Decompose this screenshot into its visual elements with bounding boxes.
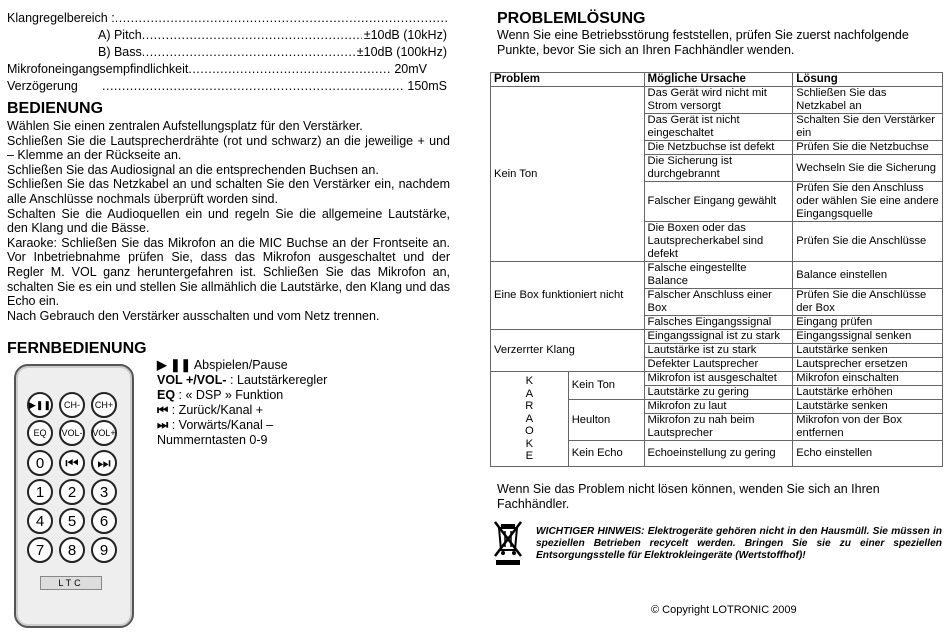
cause-cell: Lautstärke zu gering (644, 386, 793, 400)
solution-cell: Mikrofon einschalten (793, 372, 943, 386)
spec-value: 150mS (407, 79, 447, 93)
spec-row (7, 27, 447, 44)
previous-button: ⏮ (59, 450, 85, 476)
problem-cell: Kein Ton (491, 87, 645, 262)
solution-cell: Lautsprecher ersetzen (793, 358, 943, 372)
instruction-line: Schalten Sie die Audioquellen ein und regeln Sie die allgemeine Lautstärke, den Klang und die Bässe. (7, 206, 450, 236)
column-header: Problem (491, 73, 645, 87)
num-5-button: 5 (59, 508, 85, 534)
problem-cell: Heulton (568, 400, 644, 441)
cause-cell: Das Gerät wird nicht mit Strom versorgt (644, 87, 793, 114)
solution-cell: Mikrofon von der Box entfernen (793, 414, 943, 441)
problemloesung-heading: PROBLEMLÖSUNG (497, 10, 646, 27)
spec-label: Klangregelbereich : (7, 11, 115, 25)
spec-label: Verzögerung (7, 79, 78, 93)
legend-item: Nummerntasten 0-9 (157, 433, 268, 447)
solution-cell: Schließen Sie das Netzkabel an (793, 87, 943, 114)
bedienung-heading: BEDIENUNG (7, 100, 104, 117)
column-header: Lösung (793, 73, 943, 87)
cause-cell: Falsche eingestellte Balance (644, 262, 793, 289)
solution-cell: Lautstärke senken (793, 344, 943, 358)
spec-value: 20mV (394, 62, 427, 76)
troubleshooting-intro: Wenn Sie eine Betriebsstörung feststellen, prüfen Sie zuerst nachfolgende Punkte, bevor Sie sich an Ihren Fachhändler wenden. (497, 28, 909, 57)
remote-legend (157, 358, 357, 448)
cause-cell: Echoeinstellung zu gering (644, 441, 793, 467)
problem-cell: Kein Echo (568, 441, 644, 467)
num-9-button: 9 (91, 537, 117, 563)
table-row (491, 87, 943, 114)
solution-cell: Eingang prüfen (793, 316, 943, 330)
copyright-text: © Copyright LOTRONIC 2009 (651, 604, 797, 616)
instruction-line: Schließen Sie die Lautsprecherdrähte (rot und schwarz) an die jeweilige + und – Klemme an der Rückseite an. (7, 133, 450, 163)
cause-cell: Das Gerät ist nicht eingeschaltet (644, 114, 793, 141)
num-4-button: 4 (27, 508, 53, 534)
problem-cell: Kein Ton (568, 372, 644, 400)
troubleshooting-footnote: Wenn Sie das Problem nicht lösen können, wenden Sie sich an Ihren Fachhändler. (497, 482, 880, 511)
troubleshooting-table (490, 72, 943, 467)
spec-value: ±10dB (10kHz) (363, 28, 447, 42)
solution-cell: Schalten Sie den Verstärker ein (793, 114, 943, 141)
play-pause-button: ▶❚❚ (27, 392, 53, 418)
legend-item: EQ : « DSP » Funktion (157, 388, 284, 402)
cause-cell: Eingangssignal ist zu stark (644, 330, 793, 344)
num-1-button: 1 (27, 479, 53, 505)
remote-control-image (14, 364, 134, 628)
solution-cell: Echo einstellen (793, 441, 943, 467)
problem-cell: Verzerrter Klang (491, 330, 645, 372)
cause-cell: Mikrofon zu laut (644, 400, 793, 414)
solution-cell: Prüfen Sie den Anschluss oder wählen Sie eine andere Eingangsquelle (793, 182, 943, 222)
solution-cell: Lautstärke senken (793, 400, 943, 414)
spec-row (7, 10, 447, 27)
solution-cell: Lautstärke erhöhen (793, 386, 943, 400)
solution-cell: Eingangssignal senken (793, 330, 943, 344)
num-3-button: 3 (91, 479, 117, 505)
solution-cell: Prüfen Sie die Netzbuchse (793, 141, 943, 155)
table-row (491, 372, 943, 386)
num-6-button: 6 (91, 508, 117, 534)
cause-cell: Die Netzbuchse ist defekt (644, 141, 793, 155)
table-header-row (491, 73, 943, 87)
cause-cell: Defekter Lautsprecher (644, 358, 793, 372)
solution-cell: Wechseln Sie die Sicherung (793, 155, 943, 182)
instruction-line: Schließen Sie das Audiosignal an die entsprechenden Buchsen an. (7, 162, 379, 177)
ch-plus-button: CH+ (91, 392, 117, 418)
cause-cell: Falscher Eingang gewählt (644, 182, 793, 222)
instruction-line: Wählen Sie einen zentralen Aufstellungsplatz für den Verstärker. (7, 119, 363, 133)
legend-item: ▶ ❚❚ Abspielen/Pause (157, 358, 288, 372)
crossed-out-bin-icon (492, 518, 524, 566)
vol-plus-button: VOL+ (91, 420, 117, 446)
specifications (7, 10, 447, 95)
remote-logo: LTC (40, 576, 102, 590)
bedienung-text (7, 119, 450, 323)
instruction-line: Nach Gebrauch den Verstärker ausschalten und vom Netz trennen. (7, 308, 380, 323)
cause-cell: Die Boxen oder das Lautsprecherkabel sind defekt (644, 222, 793, 262)
fernbedienung-heading: FERNBEDIENUNG (7, 340, 147, 357)
problem-cell: Eine Box funktioniert nicht (491, 262, 645, 330)
spec-row (7, 78, 447, 95)
instruction-line: Schließen Sie das Netzkabel an und schalten Sie den Verstärker ein, nachdem alle Anschlüsse nochmals überprüft worden sind. (7, 177, 450, 206)
solution-cell: Balance einstellen (793, 262, 943, 289)
solution-cell: Prüfen Sie die Anschlüsse der Box (793, 289, 943, 316)
table-row (491, 330, 943, 344)
cause-cell: Lautstärke ist zu stark (644, 344, 793, 358)
table-row (491, 262, 943, 289)
cause-cell: Die Sicherung ist durchgebrannt (644, 155, 793, 182)
cause-cell: Mikrofon ist ausgeschaltet (644, 372, 793, 386)
cause-cell: Mikrofon zu nah beim Lautsprecher (644, 414, 793, 441)
next-button: ⏭ (91, 450, 117, 476)
spec-row (7, 61, 427, 78)
vol-minus-button: VOL- (59, 420, 85, 446)
eq-button: EQ (27, 420, 53, 446)
cause-cell: Falscher Anschluss einer Box (644, 289, 793, 316)
spec-row (7, 44, 447, 61)
legend-item: VOL +/VOL- : Lautstärkeregler (157, 373, 328, 387)
cause-cell: Falsches Eingangssignal (644, 316, 793, 330)
karaoke-label-cell: K A R A O K E (491, 372, 569, 467)
spec-label: B) Bass (98, 45, 142, 59)
num-0-button: 0 (27, 450, 53, 476)
instruction-line: Karaoke: Schließen Sie das Mikrofon an die MIC Buchse an der Frontseite an. Vor Inbetriebnahme prüfen Sie, dass das Mikrofon ausgeschaltet und der Regler M. VOL ganz heruntergefahren ist. Schließen Sie das Mikrofon an, schalten Sie es ein und stellen Sie allmählich die Lautstärke, den Klang und das Echo ein. (7, 235, 450, 309)
legend-item: ⏭ : Vorwärts/Kanal – (157, 418, 274, 432)
legend-item: ⏮ : Zurück/Kanal + (157, 403, 264, 417)
disposal-warning: WICHTIGER HINWEIS: Elektrogeräte gehören nicht in den Hausmüll. Sie müssen in speziellen Betrieben recycelt werden. Bringen Sie sie zu einer speziellen Entsorgungsstelle für Elektrokleingeräte (Wertstoffhof)! (536, 526, 942, 561)
num-2-button: 2 (59, 479, 85, 505)
spec-value: ±10dB (100kHz) (356, 45, 447, 59)
spec-label: Mikrofoneingangsempfindlichkeit (7, 62, 189, 76)
num-7-button: 7 (27, 537, 53, 563)
solution-cell: Prüfen Sie die Anschlüsse (793, 222, 943, 262)
ch-minus-button: CH- (59, 392, 85, 418)
num-8-button: 8 (59, 537, 85, 563)
spec-label: A) Pitch (98, 28, 142, 42)
column-header: Mögliche Ursache (644, 73, 793, 87)
